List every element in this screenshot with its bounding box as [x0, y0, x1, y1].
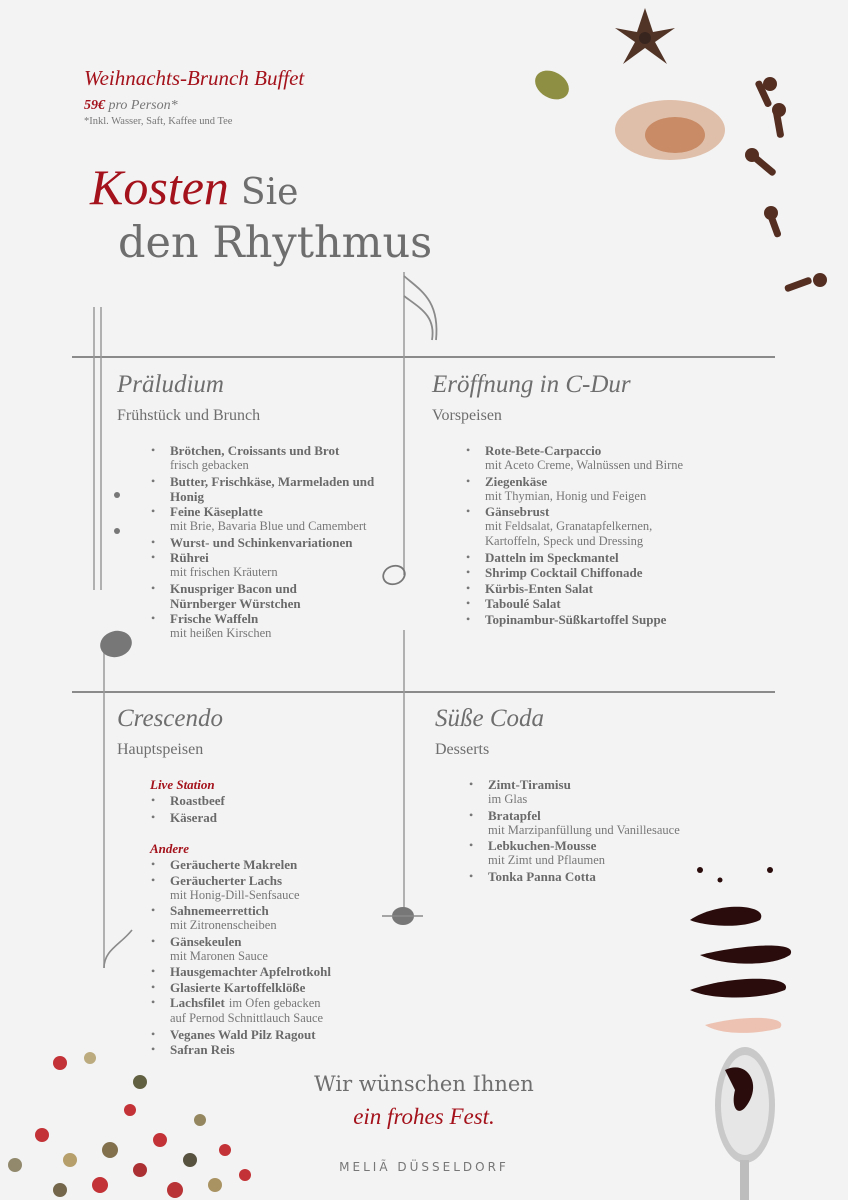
section-subtitle-crescendo: Hauptspeisen	[117, 741, 204, 758]
section-subtitle-praeludium: Frühstück und Brunch	[117, 407, 261, 424]
list-item: • Bratapfel mit Marzipanfüllung und Vanillesauce	[469, 808, 709, 838]
list-item: • Taboulé Salat	[466, 596, 696, 611]
headline-accent: Kosten	[90, 159, 229, 215]
price-note: *Inkl. Wasser, Saft, Kaffee und Tee	[84, 116, 233, 127]
section-subtitle-eroeffnung: Vorspeisen	[432, 407, 502, 424]
group-label-andere: Andere	[150, 841, 189, 856]
group-label-live-station: Live Station	[150, 777, 215, 792]
list-item: • Hausgemachter Apfelrotkohl	[151, 964, 396, 979]
list-item: • Brötchen, Croissants und Brot frisch gebacken	[151, 443, 396, 473]
list-item: • Topinambur-Süßkartoffel Suppe	[466, 612, 696, 627]
headline-rest: Sie	[240, 172, 299, 213]
headline-line2: den Rhythmus	[118, 218, 433, 268]
list-item: • Gänsebrust mit Feldsalat, Granatapfelkernen, Kartoffeln, Speck und Dressing	[466, 504, 680, 549]
menu-list-coda	[469, 777, 709, 884]
section-title-crescendo: Crescendo	[117, 705, 223, 732]
list-item: • Geräucherter Lachs mit Honig-Dill-Senfsauce	[151, 873, 396, 903]
menu-list-eroeffnung	[466, 443, 696, 627]
list-item: • Käserad	[151, 810, 396, 825]
list-item: • Lachsfilet im Ofen gebacken auf Pernod Schnittlauch Sauce	[151, 995, 396, 1026]
headline	[90, 158, 298, 216]
list-item: • Tonka Panna Cotta	[469, 869, 709, 884]
list-item: • Butter, Frischkäse, Marmeladen und Honig	[151, 474, 396, 504]
list-item: • Knuspriger Bacon und Nürnberger Würstchen	[151, 581, 340, 611]
event-title: Weihnachts-Brunch Buffet	[84, 66, 305, 90]
section-subtitle-coda: Desserts	[435, 741, 490, 758]
list-item: • Gänsekeulen mit Maronen Sauce	[151, 934, 396, 964]
list-item: • Datteln im Speckmantel	[466, 550, 696, 565]
list-item: • Feine Käseplatte mit Brie, Bavaria Blue und Camembert	[151, 504, 396, 534]
list-item: • Shrimp Cocktail Chiffonade	[466, 565, 696, 580]
price-amount: 59€	[84, 98, 105, 113]
list-item: • Glasierte Kartoffelklöße	[151, 980, 396, 995]
list-item: • Sahnemeerrettich mit Zitronenscheiben	[151, 903, 396, 933]
list-item: • Safran Reis	[151, 1042, 396, 1057]
section-title-coda: Süße Coda	[435, 705, 545, 732]
list-item: • Rote-Bete-Carpaccio mit Aceto Creme, Walnüssen und Birne	[466, 443, 696, 473]
list-item: • Frische Waffeln mit heißen Kirschen	[151, 611, 396, 641]
spice-decoration-top	[530, 8, 827, 293]
menu-list-praeludium	[151, 443, 396, 642]
note-flag-2	[404, 296, 433, 340]
section-title-eroeffnung: Eröffnung in C-Dur	[432, 371, 631, 398]
list-item: • Ziegenkäse mit Thymian, Honig und Feigen	[466, 474, 696, 504]
price-line	[84, 98, 178, 114]
list-item: • Veganes Wald Pilz Ragout	[151, 1027, 396, 1042]
list-item: • Rührei mit frischen Kräutern	[151, 550, 396, 580]
menu-list-andere	[151, 857, 396, 1058]
note-head-filled-left	[97, 627, 135, 660]
price-unit: pro Person*	[108, 98, 178, 113]
brand-logo-text: MELIÃ DÜSSELDORF	[339, 1160, 509, 1174]
menu-list-live-station	[151, 793, 396, 826]
list-item: • Kürbis-Enten Salat	[466, 581, 696, 596]
list-item: • Lebkuchen-Mousse mit Zimt und Pflaumen	[469, 838, 709, 868]
note-tail-left	[104, 930, 132, 968]
list-item: • Zimt-Tiramisu im Glas	[469, 777, 709, 807]
dot-2	[114, 528, 120, 534]
closing-line-1: Wir wünschen Ihnen	[314, 1072, 534, 1096]
list-item: • Wurst- und Schinkenvariationen	[151, 535, 396, 550]
balsamic-spoon-decoration	[690, 867, 791, 1200]
list-item: • Roastbeef	[151, 793, 396, 808]
dot-1	[114, 492, 120, 498]
section-title-praeludium: Präludium	[117, 371, 224, 398]
closing-line-2: ein frohes Fest.	[353, 1104, 495, 1129]
list-item: • Geräucherte Makrelen	[151, 857, 396, 872]
